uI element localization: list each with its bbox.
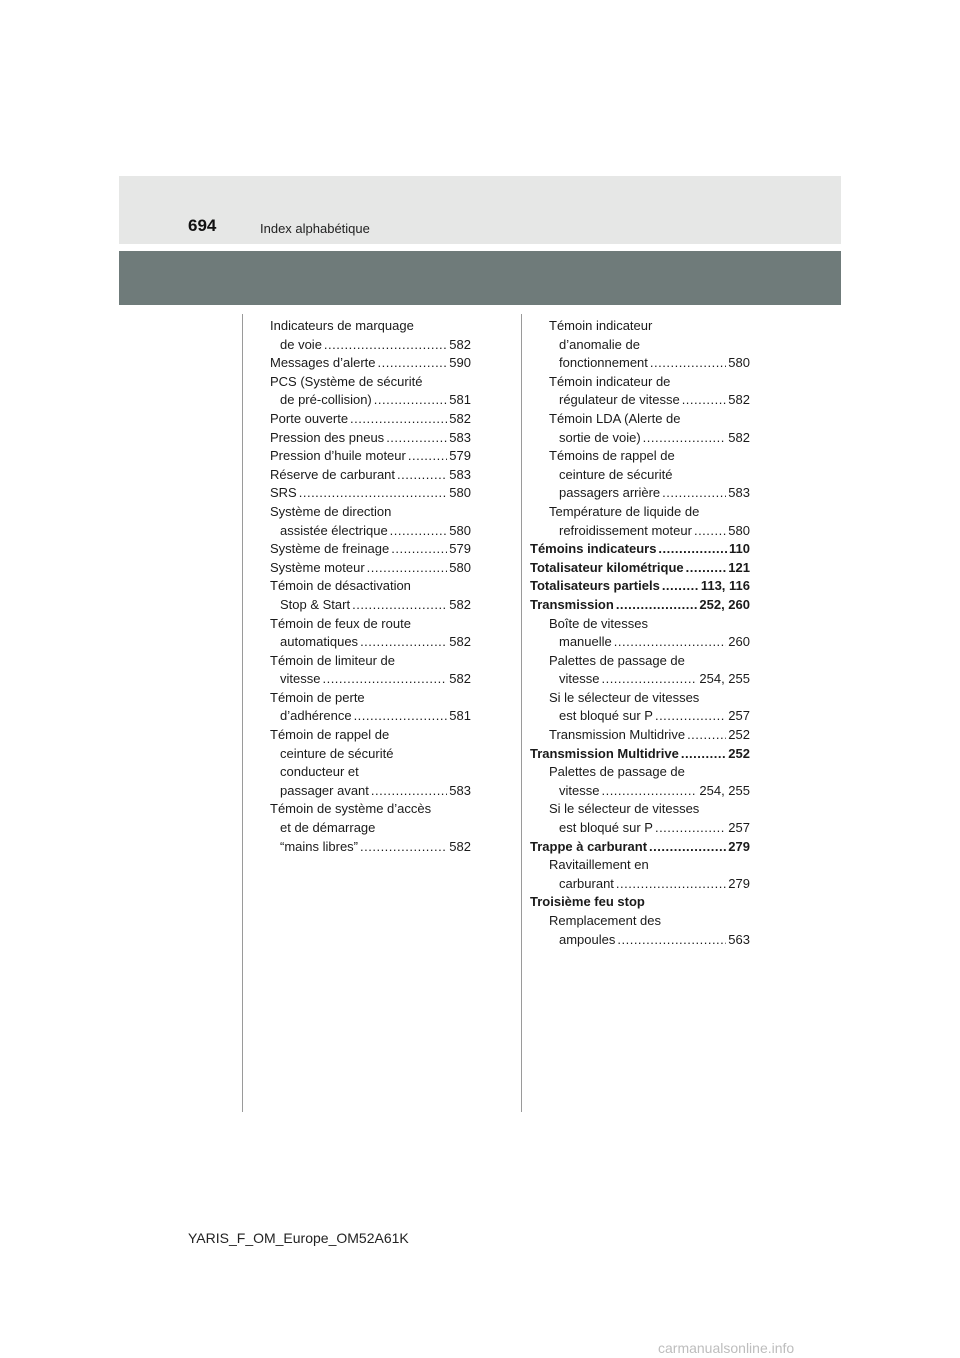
index-entry-page: 582: [728, 429, 750, 445]
dot-leader: [686, 559, 727, 578]
index-entry-label: passagers arrière: [559, 485, 661, 501]
index-entry-label: vitesse: [280, 671, 321, 687]
index-entry-label: passager avant: [280, 782, 369, 798]
dot-leader: [694, 522, 726, 541]
index-entry-label: Messages d’alerte: [270, 355, 376, 371]
index-entry-page: 580: [728, 355, 750, 371]
index-entry: [251, 800, 471, 856]
index-entry-label: Pression des pneus: [270, 429, 385, 445]
dot-leader: [367, 559, 448, 578]
index-entry-reference: [270, 522, 471, 541]
index-entry-reference: [530, 596, 750, 615]
column-divider-right: [521, 314, 522, 1112]
dot-leader: [687, 726, 726, 745]
index-entry-text: Ravitaillement en: [549, 857, 649, 873]
index-entry-label: SRS: [270, 485, 297, 501]
index-entry-page: 580: [449, 522, 471, 538]
index-entry-label: vitesse: [559, 782, 600, 798]
index-entry-page: 581: [449, 392, 471, 408]
index-entry-reference: [270, 410, 471, 429]
index-entry-page: 254, 255: [699, 782, 750, 798]
index-entry-reference: [270, 707, 471, 726]
index-entry-page: 579: [449, 448, 471, 464]
index-entry-page: 257: [728, 820, 750, 836]
index-entry-reference: [270, 782, 471, 801]
index-entry-reference: [270, 391, 471, 410]
index-entry-page: 252: [728, 727, 750, 743]
index-entry-label: de pré-collision): [280, 392, 372, 408]
index-entry-text: Palettes de passage de: [549, 652, 685, 668]
index-entry-text: Palettes de passage de: [549, 764, 685, 780]
index-entry: [530, 447, 750, 503]
index-entry: [530, 856, 750, 893]
index-entry-reference: [549, 429, 750, 448]
index-entry-reference: [270, 484, 471, 503]
index-entry-text: conducteur et: [280, 764, 359, 780]
dot-leader: [662, 577, 699, 596]
index-entry-text: Si le sélecteur de vitesses: [549, 689, 700, 705]
index-entry: [251, 484, 471, 503]
dot-leader: [350, 410, 447, 429]
dot-leader: [360, 838, 447, 857]
index-entry-reference: [270, 670, 471, 689]
index-entry-page: 257: [728, 708, 750, 724]
index-entry: [251, 559, 471, 578]
dot-leader: [397, 466, 447, 485]
index-entry-page: 580: [449, 559, 471, 575]
index-entry-label: automatiques: [280, 634, 359, 650]
index-entry-page: 582: [449, 634, 471, 650]
dot-leader: [360, 633, 447, 652]
index-entry-label: Transmission Multidrive: [530, 745, 679, 761]
index-entry-text: et de démarrage: [280, 820, 376, 836]
index-entry-page: 583: [728, 485, 750, 501]
watermark: carmanualsonline.info: [658, 1340, 795, 1356]
index-entry-text: Boîte de vitesses: [549, 615, 648, 631]
index-entry-reference: [549, 484, 750, 503]
index-entry: [251, 615, 471, 652]
dot-leader: [616, 596, 698, 615]
index-entry: [251, 503, 471, 540]
index-entry-page: 260: [728, 634, 750, 650]
index-entry-label: est bloqué sur P: [559, 820, 653, 836]
index-entry-page: 279: [728, 875, 750, 891]
index-entry-reference: [549, 354, 750, 373]
dot-leader: [682, 391, 727, 410]
header-bar: [119, 251, 841, 305]
index-entry-reference: [270, 336, 471, 355]
index-entry-reference: [530, 559, 750, 578]
index-entry-reference: [549, 707, 750, 726]
index-entry-label: Témoins indicateurs: [530, 541, 657, 557]
index-entry-label: carburant: [559, 875, 614, 891]
dot-leader: [324, 336, 447, 355]
dot-leader: [601, 782, 697, 801]
index-entry-reference: [270, 633, 471, 652]
index-entry-page: 113, 116: [700, 578, 750, 594]
index-entry-text: Indicateurs de marquage: [270, 318, 414, 333]
dot-leader: [681, 745, 726, 764]
index-entry-text: Témoin indicateur: [549, 318, 653, 333]
index-entry-label: Stop & Start: [280, 596, 351, 612]
index-entry-page: 583: [449, 429, 471, 445]
index-entry: [530, 838, 750, 857]
index-entry-page: 590: [449, 355, 471, 371]
index-entry: [251, 429, 471, 448]
index-entry-page: 580: [449, 485, 471, 501]
header-band: [119, 176, 841, 244]
index-entry: [530, 689, 750, 726]
index-entry-reference: [530, 540, 750, 559]
index-entry-label: Réserve de carburant: [270, 466, 396, 482]
dot-leader: [374, 391, 448, 410]
index-entry: [251, 689, 471, 726]
index-entry-label: refroidissement moteur: [559, 522, 692, 538]
dot-leader: [655, 707, 726, 726]
index-entry-reference: [270, 466, 471, 485]
index-entry-reference: [549, 391, 750, 410]
index-entry-page: 279: [728, 838, 750, 854]
index-entry-reference: [270, 429, 471, 448]
dot-leader: [390, 522, 448, 541]
page-number: 694: [188, 216, 217, 235]
index-entry-label: Totalisateur kilométrique: [530, 559, 684, 575]
index-entry: [530, 317, 750, 373]
index-entry-page: 563: [728, 931, 750, 947]
index-entry: [530, 559, 750, 578]
dot-leader: [391, 540, 447, 559]
index-entry-label: “mains libres”: [280, 838, 359, 854]
index-entry-reference: [530, 577, 750, 596]
index-entry-label: Transmission Multidrive: [549, 727, 686, 743]
index-entry: [251, 354, 471, 373]
index-entry-page: 582: [449, 838, 471, 854]
dot-leader: [408, 447, 447, 466]
index-entry-page: 252: [728, 745, 750, 761]
index-entry-reference: [549, 875, 750, 894]
index-entry-label: Porte ouverte: [270, 410, 349, 426]
index-entry-label: Totalisateurs partiels: [530, 578, 660, 594]
index-entry-page: 254, 255: [699, 671, 750, 687]
index-entry-text: Témoin de perte: [270, 689, 365, 705]
index-entry: [530, 373, 750, 410]
dot-leader: [643, 429, 727, 448]
index-entry-page: 252, 260: [699, 596, 750, 612]
index-entry-text: Troisième feu stop: [530, 894, 645, 910]
document-code: YARIS_F_OM_Europe_OM52A61K: [188, 1230, 409, 1246]
index-entry-reference: [549, 819, 750, 838]
index-entry-reference: [549, 633, 750, 652]
index-entry: [530, 745, 750, 764]
dot-leader: [601, 670, 697, 689]
dot-leader: [371, 782, 447, 801]
index-entry: [530, 503, 750, 540]
index-entry-text: d’anomalie de: [559, 336, 640, 352]
index-entry-reference: [270, 447, 471, 466]
index-entry: [530, 652, 750, 689]
index-entry-page: 582: [449, 410, 471, 426]
index-entry-reference: [270, 540, 471, 559]
index-entry-reference: [549, 726, 750, 745]
index-entry: [530, 577, 750, 596]
index-entry: [251, 373, 471, 410]
index-entry-label: Système moteur: [270, 559, 365, 575]
index-entry-label: assistée électrique: [280, 522, 388, 538]
index-entry-reference: [270, 838, 471, 857]
index-entry-page: 582: [449, 596, 471, 612]
index-entry: [251, 447, 471, 466]
index-entry-reference: [270, 559, 471, 578]
index-column-right: [530, 317, 750, 949]
index-entry: [251, 317, 471, 354]
index-entry-label: d’adhérence: [280, 708, 352, 724]
index-entry: [530, 800, 750, 837]
index-entry-reference: [530, 838, 750, 857]
index-entry-reference: [530, 745, 750, 764]
index-entry: [251, 652, 471, 689]
column-divider-left: [242, 314, 243, 1112]
index-entry-page: 583: [449, 782, 471, 798]
index-entry: [251, 726, 471, 800]
dot-leader: [354, 707, 448, 726]
index-entry-text: Témoin de système d’accès: [270, 801, 432, 817]
index-entry: [251, 410, 471, 429]
index-entry-label: fonctionnement: [559, 355, 648, 371]
index-entry-text: Témoin de limiteur de: [270, 652, 395, 668]
index-entry-page: 582: [449, 336, 471, 352]
index-entry-reference: [270, 354, 471, 373]
index-entry-text: ceinture de sécurité: [280, 745, 394, 761]
dot-leader: [614, 633, 727, 652]
dot-leader: [378, 354, 448, 373]
index-entry-page: 581: [449, 708, 471, 724]
index-entry: [251, 466, 471, 485]
dot-leader: [617, 931, 726, 950]
index-entry: [530, 615, 750, 652]
dot-leader: [352, 596, 447, 615]
index-column-left: [251, 317, 471, 856]
index-entry-label: sortie de voie): [559, 429, 641, 445]
index-entry-page: 582: [449, 671, 471, 687]
index-entry-text: Témoin indicateur de: [549, 373, 671, 389]
index-entry-label: régulateur de vitesse: [559, 392, 680, 408]
dot-leader: [649, 838, 726, 857]
index-entry-text: Témoin de désactivation: [270, 578, 411, 594]
index-entry-label: est bloqué sur P: [559, 708, 653, 724]
dot-leader: [662, 484, 726, 503]
index-entry: [530, 763, 750, 800]
index-entry-page: 580: [728, 522, 750, 538]
index-entry-label: Transmission: [530, 596, 614, 612]
index-entry-label: de voie: [280, 336, 322, 352]
index-entry-page: 110: [729, 541, 750, 557]
index-entry-text: Témoins de rappel de: [549, 448, 675, 464]
index-entry: [530, 596, 750, 615]
index-entry-label: Pression d’huile moteur: [270, 448, 406, 464]
index-entry-text: Témoin de feux de route: [270, 615, 411, 631]
index-entry-label: vitesse: [559, 671, 600, 687]
index-entry-page: 582: [728, 392, 750, 408]
dot-leader: [650, 354, 726, 373]
index-entry: [530, 912, 750, 949]
index-entry: [530, 540, 750, 559]
dot-leader: [616, 875, 726, 894]
index-entry-text: ceinture de sécurité: [559, 466, 673, 482]
index-entry: [530, 410, 750, 447]
section-title: Index alphabétique: [260, 221, 370, 236]
index-entry-text: Remplacement des: [549, 913, 661, 928]
index-entry-page: 583: [449, 466, 471, 482]
index-entry-page: 579: [449, 541, 471, 557]
index-entry: [530, 893, 750, 912]
index-entry-page: 121: [728, 559, 750, 575]
index-entry-text: Témoin de rappel de: [270, 727, 390, 743]
index-entry-label: ampoules: [559, 931, 616, 947]
index-entry-label: Trappe à carburant: [530, 838, 648, 854]
dot-leader: [658, 540, 727, 559]
index-entry-reference: [549, 931, 750, 950]
index-entry-text: Température de liquide de: [549, 503, 700, 519]
index-entry: [251, 540, 471, 559]
index-entry-text: Témoin LDA (Alerte de: [549, 410, 681, 426]
index-entry-text: PCS (Système de sécurité: [270, 373, 423, 389]
index-entry-reference: [549, 522, 750, 541]
index-entry-text: Si le sélecteur de vitesses: [549, 801, 700, 817]
dot-leader: [386, 429, 447, 448]
index-entry-label: Système de freinage: [270, 541, 390, 557]
dot-leader: [655, 819, 726, 838]
index-entry-reference: [549, 782, 750, 801]
index-entry: [251, 577, 471, 614]
index-entry-reference: [549, 670, 750, 689]
dot-leader: [299, 484, 448, 503]
index-entry-reference: [270, 596, 471, 615]
index-entry: [530, 726, 750, 745]
index-entry-label: manuelle: [559, 634, 612, 650]
index-entry-text: Système de direction: [270, 503, 392, 519]
dot-leader: [322, 670, 447, 689]
